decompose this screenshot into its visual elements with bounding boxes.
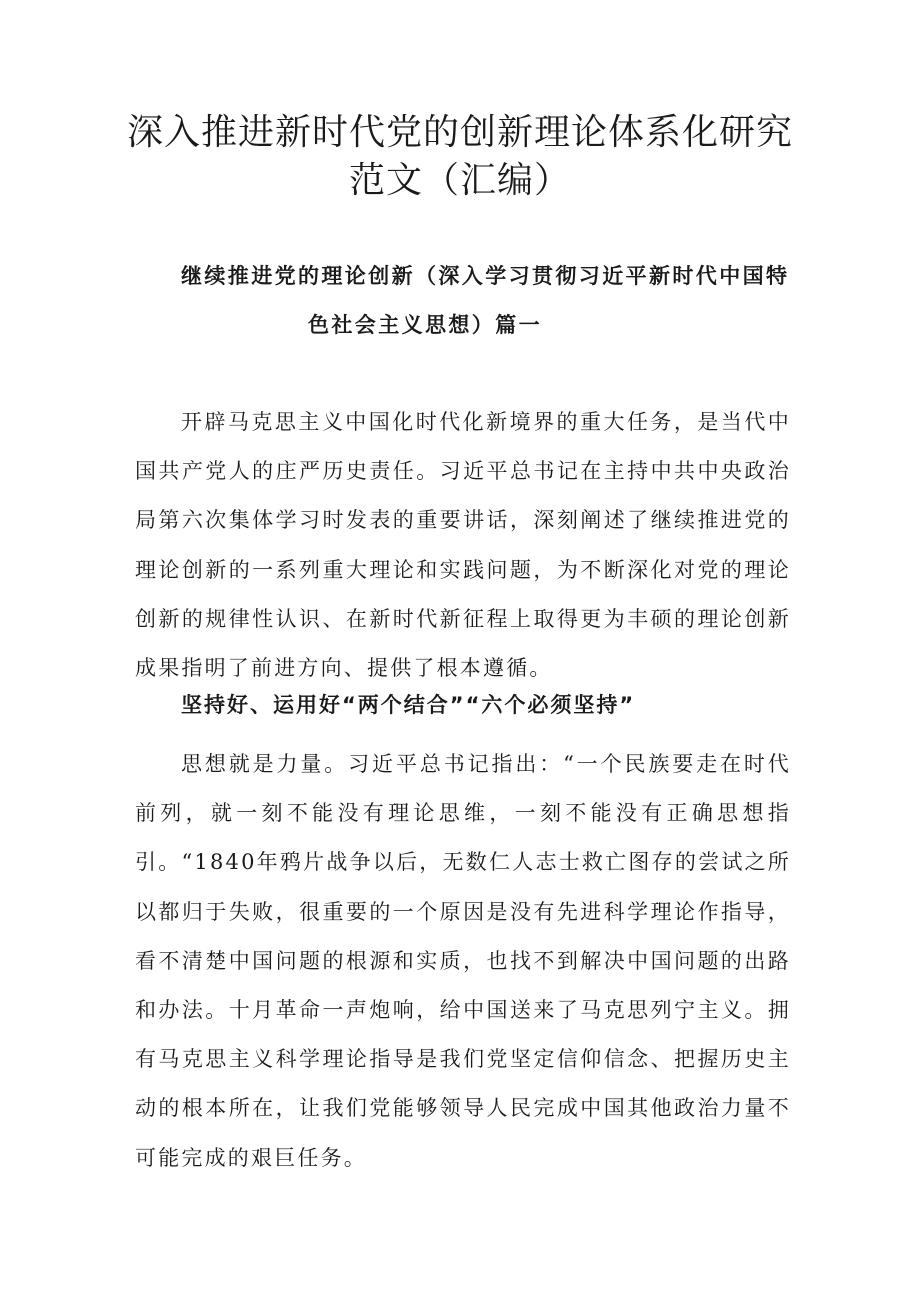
section-heading: 坚持好、运用好“两个结合”“六个必须坚持” [181,693,636,717]
article-subtitle-line-2: 色社会主义思想）篇一 [308,313,542,337]
article-subtitle-line-1: 继续推进党的理论创新（深入学习贯彻习近平新时代中国特 [181,264,790,288]
document-title-line-1: 深入推进新时代党的创新理论体系化研究 [126,112,793,153]
body-paragraph-2: 思想就是力量。习近平总书记指出：“一个民族要走在时代前列，就一刻不能没有理论思维，一刻不能没有正确思想指引。“1840年鸦片战争以后，无数仁人志士救亡图存的尝试之所以都归于失败，很重要的一个原因是没有先进科学理论作指导，看不清楚中国问题的根源和实质，也找不到解决中国问题的出路和办法。十月革命一声炮响，给中国送来了马克思列宁主义。拥有马克思主义科学理论指导是我们党坚定信仰信念、把握历史主动的根本所在，让我们党能够领导人民完成中国其他政治力量不可能完成的艰巨任务。 [135,752,791,1170]
body-paragraph-1: 开辟马克思主义中国化时代化新境界的重大任务，是当代中国共产党人的庄严历史责任。习近平总书记在主持中共中央政治局第六次集体学习时发表的重要讲话，深刻阐述了继续推进党的理论创新的一系列重大理论和实践问题，为不断深化对党的理论创新的规律性认识、在新时代新征程上取得更为丰硕的理论创新成果指明了前进方向、提供了根本遵循。 [135,410,791,681]
document-title-line-2: 范文（汇编） [348,160,571,201]
